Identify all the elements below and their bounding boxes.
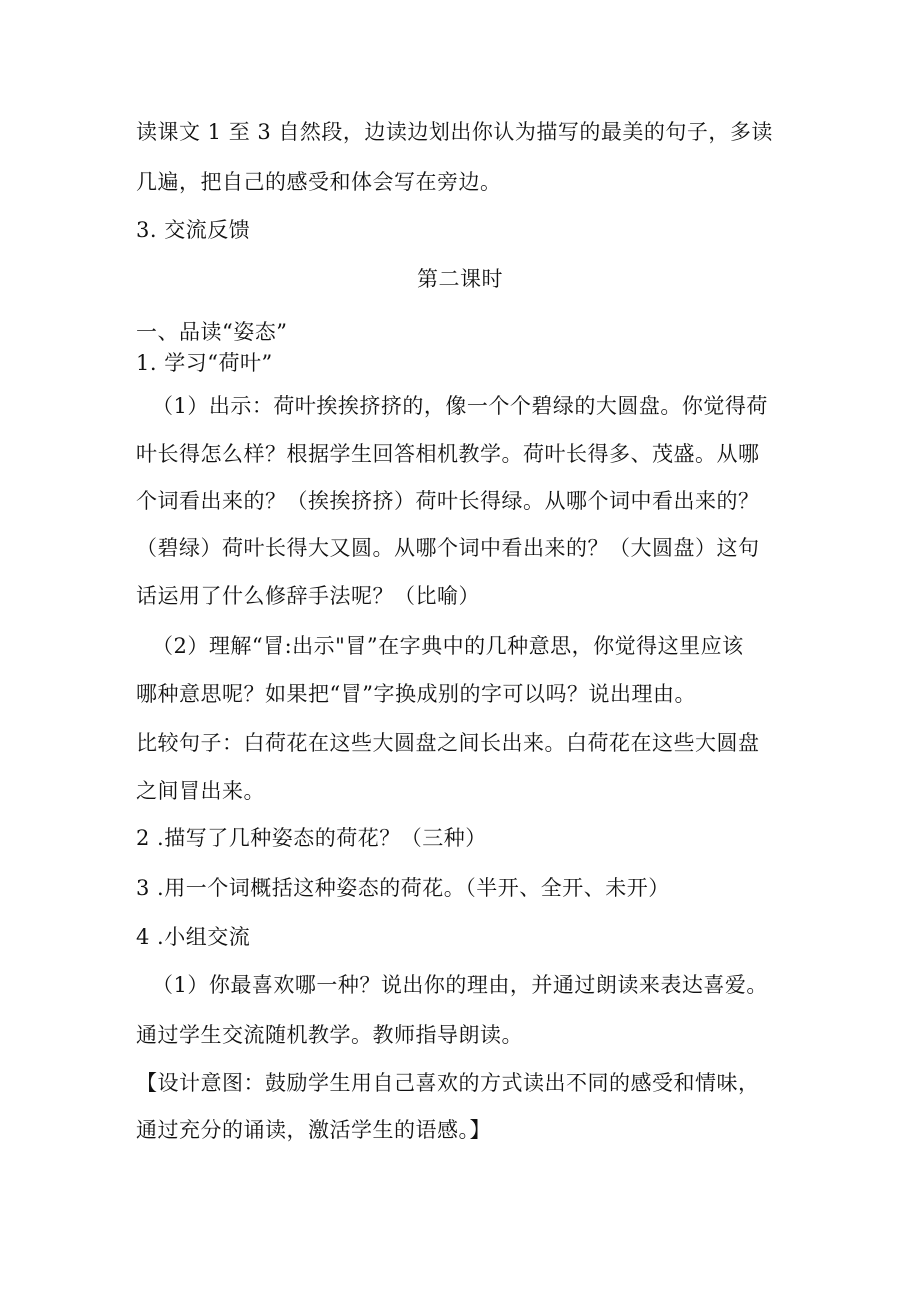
paragraph-line: 之间冒出来。 [136,779,265,803]
lesson-title: 第二课时 [417,267,503,291]
paragraph-line: （1）你最喜欢哪一种？说出你的理由，并通过朗读来表达喜爱。 [152,973,768,997]
design-intent-note: 通过充分的诵读，激活学生的语感。】 [136,1118,491,1142]
design-intent-note: 【设计意图：鼓励学生用自己喜欢的方式读出不同的感受和情味， [136,1071,760,1095]
paragraph-line: 话运用了什么修辞手法呢？（比喻） [136,584,480,608]
paragraph-line: （1）出示：荷叶挨挨挤挤的，像一个个碧绿的大圆盘。你觉得荷 [152,394,768,418]
subsection-heading: 1. 学习“荷叶” [136,351,273,375]
paragraph-line: （碧绿）荷叶长得大又圆。从哪个词中看出来的？（大圆盘）这句 [136,536,760,560]
list-item: 3 .用一个词概括这种姿态的荷花。（半开、全开、未开） [136,876,670,900]
section-heading: 一、品读“姿态” [136,320,288,344]
list-item: 4 .小组交流 [136,925,251,949]
paragraph-line: （2）理解“冒:出示"冒”在字典中的几种意思，你觉得这里应该 [152,634,744,658]
paragraph-line: 叶长得怎么样？根据学生回答相机教学。荷叶长得多、茂盛。从哪 [136,442,760,466]
paragraph-line: 通过学生交流随机教学。教师指导朗读。 [136,1023,523,1047]
paragraph-line: 读课文 1 至 3 自然段，边读边划出你认为描写的最美的句子，多读 [136,120,773,144]
paragraph-line: 个词看出来的？（挨挨挤挤）荷叶长得绿。从哪个词中看出来的？ [136,489,760,513]
paragraph-line: 比较句子：白荷花在这些大圆盘之间长出来。白荷花在这些大圆盘 [136,731,760,755]
list-item: 2 .描写了几种姿态的荷花？（三种） [136,826,487,850]
section-heading: 3. 交流反馈 [136,218,251,242]
paragraph-line: 几遍，把自己的感受和体会写在旁边。 [136,170,502,194]
paragraph-line: 哪种意思呢？如果把“冒”字换成别的字可以吗？说出理由。 [136,682,696,706]
